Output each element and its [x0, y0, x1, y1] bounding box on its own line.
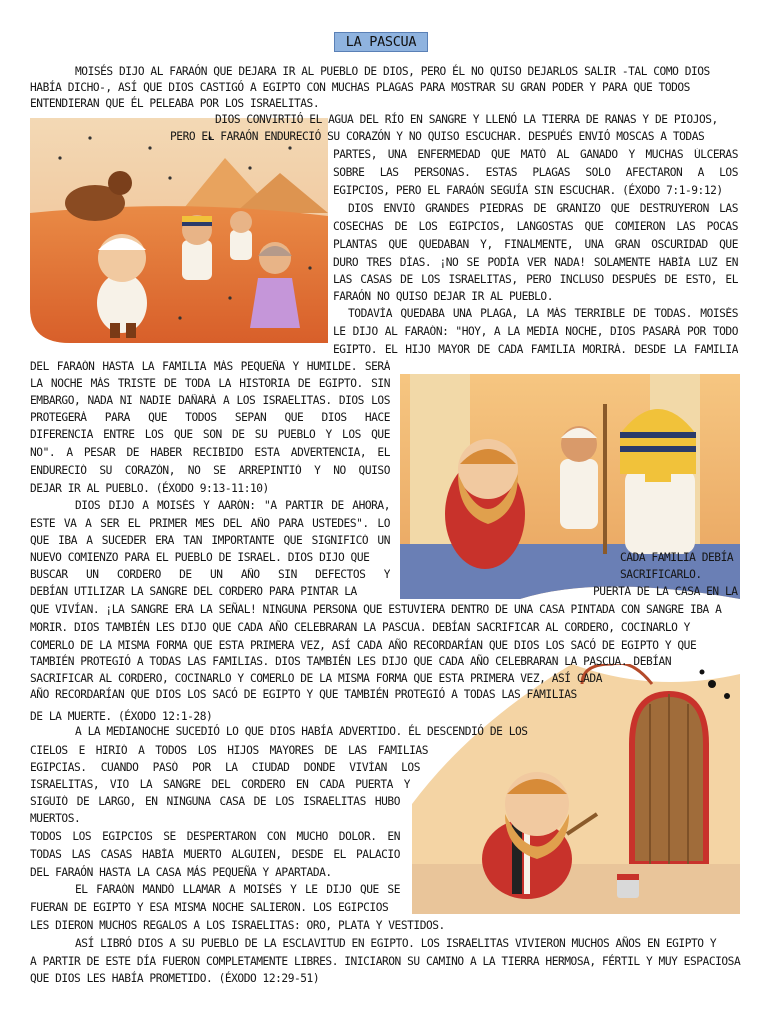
text-line: QUE VIVÍAN. ¡LA SANGRE ERA LA SEÑAL! NINGUNA PERSONA QUE ESTUVIERA DENTRO DE UNA CASA PINTADA CON SANGRE IBA A: [30, 603, 722, 616]
text-line: LA NOCHE MÁS TRISTE DE TODA LA HISTORIA DE EGIPTO. SIN: [30, 377, 390, 390]
text-line: FARAÓN NO QUISO DEJAR IR AL PUEBLO.: [333, 290, 553, 303]
text-line: NUEVO COMIENZO PARA EL PUEBLO DE ISRAEL. DIOS DIJO QUE: [30, 551, 370, 564]
plagues-scene: [30, 118, 328, 343]
text-line: FUERAN DE EGIPTO Y ESA MISMA NOCHE SALIERON. LOS EGIPCIOS: [30, 901, 389, 914]
text-line: SACRIFICAR AL CORDERO, COCINARLO Y COMERLO DE LA MISMA FORMA QUE ESTA PRIMERA VEZ, ASÍ CADA: [30, 672, 602, 685]
text-line: PROTEGERÁ PARA QUE TODOS SEPAN QUE DIOS HACE: [30, 411, 390, 424]
text-line: DE LA MUERTE. (ÉXODO 12:1-28): [30, 710, 213, 723]
text-line: DIOS DIJO A MOISÉS Y AARÓN: "A PARTIR DE AHORA,: [75, 499, 390, 512]
text-line: EL FARAÓN MANDÓ LLAMAR A MOISÉS Y LE DIJO QUE SE: [75, 883, 400, 896]
text-line: AÑO RECORDARÍAN QUE DIOS LOS SACÓ DE EGIPTO Y QUE TAMBIÉN PROTEGIÓ A TODAS LAS FAMILIAS: [30, 688, 577, 701]
text-line: SACRIFICARLO.: [620, 568, 702, 581]
text-line: PUERTA DE LA CASA EN LA: [593, 585, 738, 598]
text-line: PARTES, UNA ENFERMEDAD QUE MATÓ AL GANADO Y MUCHAS ÚLCERAS: [333, 148, 738, 161]
text-line: MORIR. DIOS TAMBIÉN LES DIJO QUE CADA AÑO CELEBRARAN LA PASCUA. DEBÍAN SACRIFICAR AL CORDERO, COCINARLO Y: [30, 621, 690, 634]
text-line: DIFERENCIA ENTRE LOS QUE SON DE SU PUEBLO Y LOS QUE: [30, 428, 390, 441]
text-line: PLANTAS QUE QUEDABAN Y, FINALMENTE, UNA GRAN OSCURIDAD QUE: [333, 238, 738, 251]
text-line: TODOS LOS EGIPCIOS SE DESPERTARON CON MUCHO DOLOR. EN: [30, 830, 400, 843]
text-line: DURO TRES DÍAS. ¡NO SE PODÍA VER NADA! SOLAMENTE HABÍA LUZ EN: [333, 256, 738, 269]
text-line: ISRAELITAS, VIO LA SANGRE DEL CORDERO EN CADA PUERTA Y: [30, 778, 410, 791]
text-line: SOBRE LAS PERSONAS. ESTAS PLAGAS SOLO AFECTARON A LOS: [333, 166, 738, 179]
text-line: TODAS LAS CASAS HABÍA MUERTO ALGUIEN, DESDE EL PALACIO: [30, 848, 400, 861]
character-pharaoh-small: [182, 215, 212, 280]
text-line: CADA FAMILIA DEBÍA: [620, 551, 734, 564]
paint-bucket: [617, 874, 639, 898]
text-line: TAMBIÉN PROTEGIÓ A TODAS LAS FAMILIAS. DIOS TAMBIÉN LES DIJO QUE CADA AÑO CELEBRARAN LA PASCUA. DEBÍAN: [30, 655, 672, 668]
illustration-palace: [400, 374, 740, 599]
text-line: EGIPCIOS, PERO EL FARAÓN SEGUÍA SIN ESCUCHAR. (ÉXODO 7:1-9:12): [333, 184, 723, 197]
text-line: MUERTOS.: [30, 812, 81, 825]
palace-scene: [400, 374, 740, 599]
text-line: A LA MEDIANOCHE SUCEDIÓ LO QUE DIOS HABÍA ADVERTIDO. ÉL DESCENDIÓ DE LOS: [75, 725, 528, 738]
text-line: LES DIERON MUCHOS REGALOS A LOS ISRAELITAS: ORO, PLATA Y VESTIDOS.: [30, 919, 445, 932]
character-egyptian-man: [97, 234, 147, 338]
character-egyptian-back: [230, 211, 252, 260]
text-line: QUE IBA A SUCEDER ERA TAN IMPORTANTE QUE SIGNIFICÓ UN: [30, 534, 390, 547]
text-line: QUE DIOS LES HABÍA PROMETIDO. (ÉXODO 12:29-51): [30, 972, 320, 985]
text-line: EMBARGO, NADA NI NADIE DAÑARÁ A LOS ISRAELITAS. DIOS LOS: [30, 394, 390, 407]
text-line: ENTENDIERAN QUE ÉL PELEABA POR LOS ISRAELITAS.: [30, 97, 320, 110]
spear: [603, 404, 607, 554]
text-line: SIGUIÓ DE LARGO, EN NINGUNA CASA DE LOS ISRAELITAS HUBO: [30, 795, 400, 808]
text-line: COSECHAS DE LOS EGIPCIOS, LANGOSTAS QUE COMIERON LAS POCAS: [333, 220, 738, 233]
text-line: CIELOS E HIRIÓ A TODOS LOS HIJOS MAYORES DE LAS FAMILIAS: [30, 744, 428, 757]
text-line: BUSCAR UN CORDERO DE UN AÑO SIN DEFECTOS Y: [30, 568, 390, 581]
text-line: MOISÉS DIJO AL FARAÓN QUE DEJARA IR AL PUEBLO DE DIOS, PERO ÉL NO QUISO DEJARLOS SALIR -TAL COMO DIOS: [75, 65, 710, 78]
text-line: LE DIJO AL FARAÓN: "HOY, A LA MEDIA NOCHE, DIOS PASARÁ POR TODO: [333, 325, 738, 338]
text-line: ESTE VA A SER EL PRIMER MES DEL AÑO PARA USTEDES". LO: [30, 517, 390, 530]
text-line: LAS CASAS DE LOS ISRAELITAS, PERO INCLUSO DESPUÉS DE ESTO, EL: [333, 273, 738, 286]
text-line: DEBÍAN UTILIZAR LA SANGRE DEL CORDERO PARA PINTAR LA: [30, 585, 357, 598]
text-line: DIOS ENVIÓ GRANDES PIEDRAS DE GRANIZO QUE DESTRUYERON LAS: [348, 202, 738, 215]
text-line: EGIPTO. EL HIJO MAYOR DE CADA FAMILIA MORIRÁ. DESDE LA FAMILIA: [333, 343, 738, 356]
text-line: NO". A PESAR DE HABER RECIBIDO ESTA ADVERTENCIA, EL: [30, 446, 390, 459]
illustration-plagues: [30, 118, 328, 343]
text-line: A PARTIR DE ESTE DÍA FUERON COMPLETAMENTE LIBRES. INICIARON SU CAMINO A LA TIERRA HERMOSA, FÉRTIL Y MUY ESPACIOSA: [30, 955, 741, 968]
text-line: ASÍ LIBRÓ DIOS A SU PUEBLO DE LA ESCLAVITUD EN EGIPTO. LOS ISRAELITAS VIVIERON MUCHOS AÑOS EN EGIPTO Y: [75, 937, 717, 950]
text-line: DIOS CONVIRTIÓ EL AGUA DEL RÍO EN SANGRE Y LLENÓ LA TIERRA DE RANAS Y DE PIOJOS,: [215, 113, 718, 126]
text-line: DEL FARAÓN HASTA LA CASA MÁS PEQUEÑA Y APARTADA.: [30, 866, 332, 879]
text-line: DEJAR IR AL PUEBLO. (ÉXODO 9:13-11:10): [30, 482, 269, 495]
text-line: PERO EL FARAÓN ENDURECIÓ SU CORAZÓN Y NO QUISO ESCUCHAR. DESPUÉS ENVIÓ MOSCAS A TODAS: [170, 130, 705, 143]
text-line: ENDURECIÓ SU CORAZÓN, NO SE ARREPINTIÓ Y NO QUISO: [30, 464, 390, 477]
text-line: COMERLO DE LA MISMA FORMA QUE ESTA PRIMERA VEZ, ASÍ CADA AÑO RECORDARÍAN QUE DIOS LOS SACÓ DE EGIPTO Y QUE: [30, 639, 697, 652]
text-line: TODAVÍA QUEDABA UNA PLAGA, LA MÁS TERRIBLE DE TODAS. MOISÉS: [348, 307, 738, 320]
character-pharaoh: [620, 409, 696, 554]
title-badge: [334, 32, 428, 52]
text-line: HABÍA DICHO-, ASÍ QUE DIOS CASTIGÓ A EGIPTO CON MUCHAS PLAGAS PARA MOSTRAR SU GRAN PODER Y PARA QUE TODOS: [30, 81, 690, 94]
page-title: LA PASCUA: [345, 34, 417, 50]
ground: [412, 864, 740, 914]
text-line: DEL FARAÓN HASTA LA FAMILIA MÁS PEQUEÑA Y HUMILDE. SERÁ: [30, 360, 390, 373]
text-line: EGIPCIAS. CUANDO PASÓ POR LA CIUDAD DONDE VIVÍAN LOS: [30, 761, 420, 774]
